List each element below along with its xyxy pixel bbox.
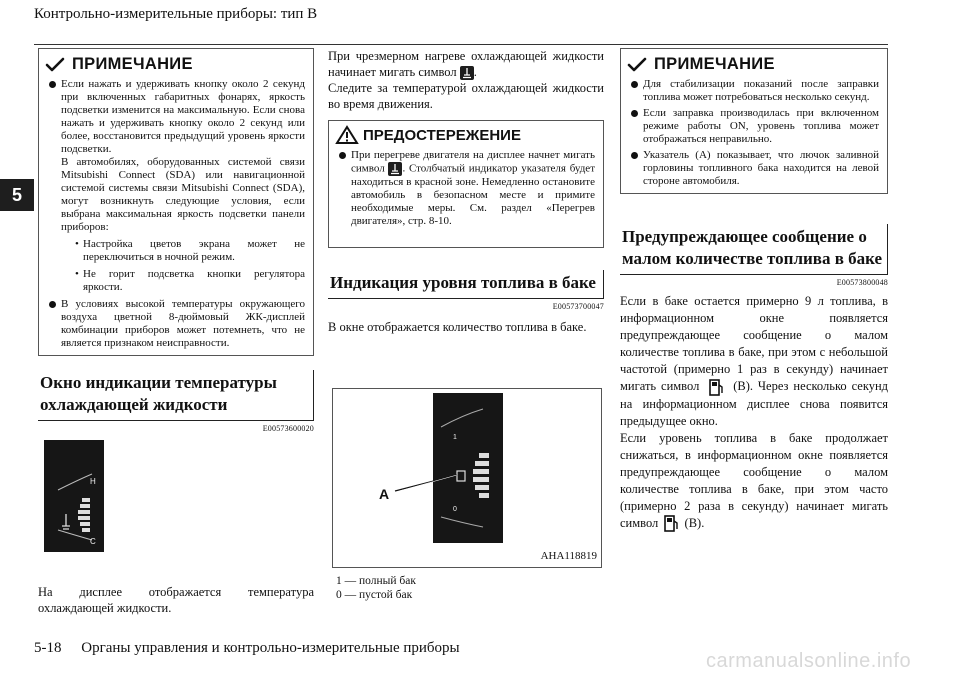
intro-text: Следите за температурой охлаждающей жидкости во время движения.: [328, 81, 604, 112]
paragraph-text: Если в баке остается примерно 9 л топлива, в информационном окне появляется предупреждающее сообщение о малом количестве топлива в баке, при этом с небольшой частотой (примерно 1 раз в секунду) начинает мигать символ: [620, 294, 888, 393]
note-list: [621, 76, 887, 197]
section-title: Предупреждающее сообщение о малом количестве топлива в баке: [620, 224, 888, 275]
fuel-paragraph: В окне отображается количество топлива в баке.: [328, 320, 587, 335]
section-title: Окно индикации температуры охлаждающей жидкости: [38, 370, 314, 421]
legend-row: 0 — пустой бак: [336, 589, 413, 601]
gauge-cold-label: C: [90, 537, 96, 546]
section-code: E00573700047: [552, 302, 604, 312]
fuel-section: [328, 270, 604, 311]
note-box: [620, 48, 888, 194]
legend-key: 1: [336, 575, 342, 587]
note-text: Если нажать и удерживать кнопку около 2 секунд при включенных габаритных фонарях, яркость подсветки изменится на максимальную. Если снова нажать и удерживать кнопку около 2 секунд или более, восстановится предыдущий уровень яркости подсветки.: [61, 78, 305, 155]
note-subitem: • Настройка цветов экрана может не переключиться в ночной режим.: [61, 238, 305, 264]
column-left: [38, 48, 314, 615]
section-code: E00573600020: [262, 424, 314, 433]
warning-item: [337, 149, 595, 228]
coolant-paragraph: На дисплее отображается температура охлаждающей жидкости.: [38, 585, 314, 615]
paragraph-text: (B). Через несколько секунд на информационном дисплее снова появится предыдущее окно.: [620, 379, 889, 428]
page-footer: [34, 640, 460, 657]
low-fuel-section: [620, 224, 888, 287]
note-list: [39, 76, 313, 359]
watermark: carmanualsonline.info: [706, 650, 912, 672]
paragraph-text: Если уровень топлива в баке продолжает снижаться, в информационном окне появляется предупреждающее сообщение о малом количестве топлива в баке, при этом часто (примерно 2 раза в секунду) начинает мигать символ: [620, 430, 888, 530]
note-header: [39, 49, 313, 76]
note-subitem: • Не горит подсветка кнопки регулятора яркости.: [61, 268, 305, 294]
coolant-section: [38, 370, 314, 433]
note-item: Указатель (A) показывает, что лючок заливной горловины топливного бака находится на левой стороне автомобиля.: [629, 149, 879, 188]
header-title: Контрольно-измерительные приборы: тип B: [34, 6, 318, 22]
figure-empty-label: 0: [453, 506, 457, 513]
note-item: [47, 78, 305, 294]
coolant-gauge-image: [44, 440, 104, 552]
gauge-hot-label: H: [90, 477, 96, 486]
header-rule: [34, 44, 888, 45]
figure-label-a: A: [379, 486, 390, 502]
footer-title: Органы управления и контрольно-измерительные приборы: [81, 640, 460, 656]
warning-header: [329, 121, 603, 147]
fuel-pump-icon: [708, 379, 724, 396]
legend-text: пустой бак: [359, 589, 413, 601]
page-number: 5-18: [34, 640, 62, 656]
warning-title: ПРЕДОСТЕРЕЖЕНИЕ: [363, 126, 521, 144]
note-item: Если заправка производилась при включенном режиме работы ON, уровень топлива может отображаться неправильно.: [629, 107, 879, 146]
fuel-figure: [332, 388, 602, 568]
warning-triangle-icon: [335, 125, 359, 145]
pencil-check-icon: [45, 57, 65, 73]
figure-full-label: 1: [453, 434, 457, 441]
column-middle: [328, 48, 604, 601]
note-item: Для стабилизации показаний после заправки топлива может потребоваться несколько секунд.: [629, 78, 879, 104]
overheat-intro: При чрезмерном нагреве охлаждающей жидкости начинает мигать символ . Следите за температурой охлаждающей жидкости во время движения.: [328, 49, 604, 112]
warning-text: . Столбчатый индикатор указателя будет находиться в красной зоне. Немедленно остановите автомобиль в безопасном месте и примите необходимые меры. См. раздел «Перегрев двигателя», стр. 8-10.: [351, 162, 595, 228]
note-item: В условиях высокой температуры окружающего воздуха цветной 8-дюймовый ЖК-дисплей комбинации приборов может потемнеть, что не является признаком неисправности.: [47, 298, 305, 350]
fuel-gauge-image: [333, 389, 603, 569]
note-title: ПРИМЕЧАНИЕ: [72, 55, 193, 73]
coolant-temp-icon: [460, 66, 474, 80]
warning-list: [329, 147, 603, 237]
low-fuel-paragraph: [620, 293, 888, 532]
note-text: В автомобилях, оборудованных системой связи Mitsubishi Connect (SDA) или навигационной системой системы связи Mitsubishi Connect (SDA), могут возникнуть следующие условия, если выбрана максимальная яркость подсветки панели приборов:: [61, 156, 305, 233]
coolant-temp-icon: [388, 162, 402, 176]
legend-row: 1 — полный бак: [336, 575, 416, 587]
note-header: [621, 49, 887, 76]
warning-box: [328, 120, 604, 248]
pencil-check-icon: [627, 57, 647, 73]
chapter-tab: 5: [0, 179, 34, 211]
column-right: [620, 48, 888, 532]
paragraph-text: (B).: [684, 515, 705, 530]
warning-text: При перегреве двигателя на дисплее начнет мигать символ: [351, 149, 595, 175]
intro-text: При чрезмерном нагреве охлаждающей жидкости начинает мигать символ: [328, 49, 604, 79]
figure-code: AHA118819: [540, 550, 597, 562]
note-box: [38, 48, 314, 356]
fuel-pump-icon: [663, 515, 679, 532]
section-code: E00573800048: [836, 278, 888, 287]
section-title: Индикация уровня топлива в баке: [328, 270, 604, 299]
note-title: ПРИМЕЧАНИЕ: [654, 55, 775, 73]
legend-key: 0: [336, 589, 342, 601]
legend-text: полный бак: [359, 575, 416, 587]
fuel-legend: [336, 574, 416, 602]
